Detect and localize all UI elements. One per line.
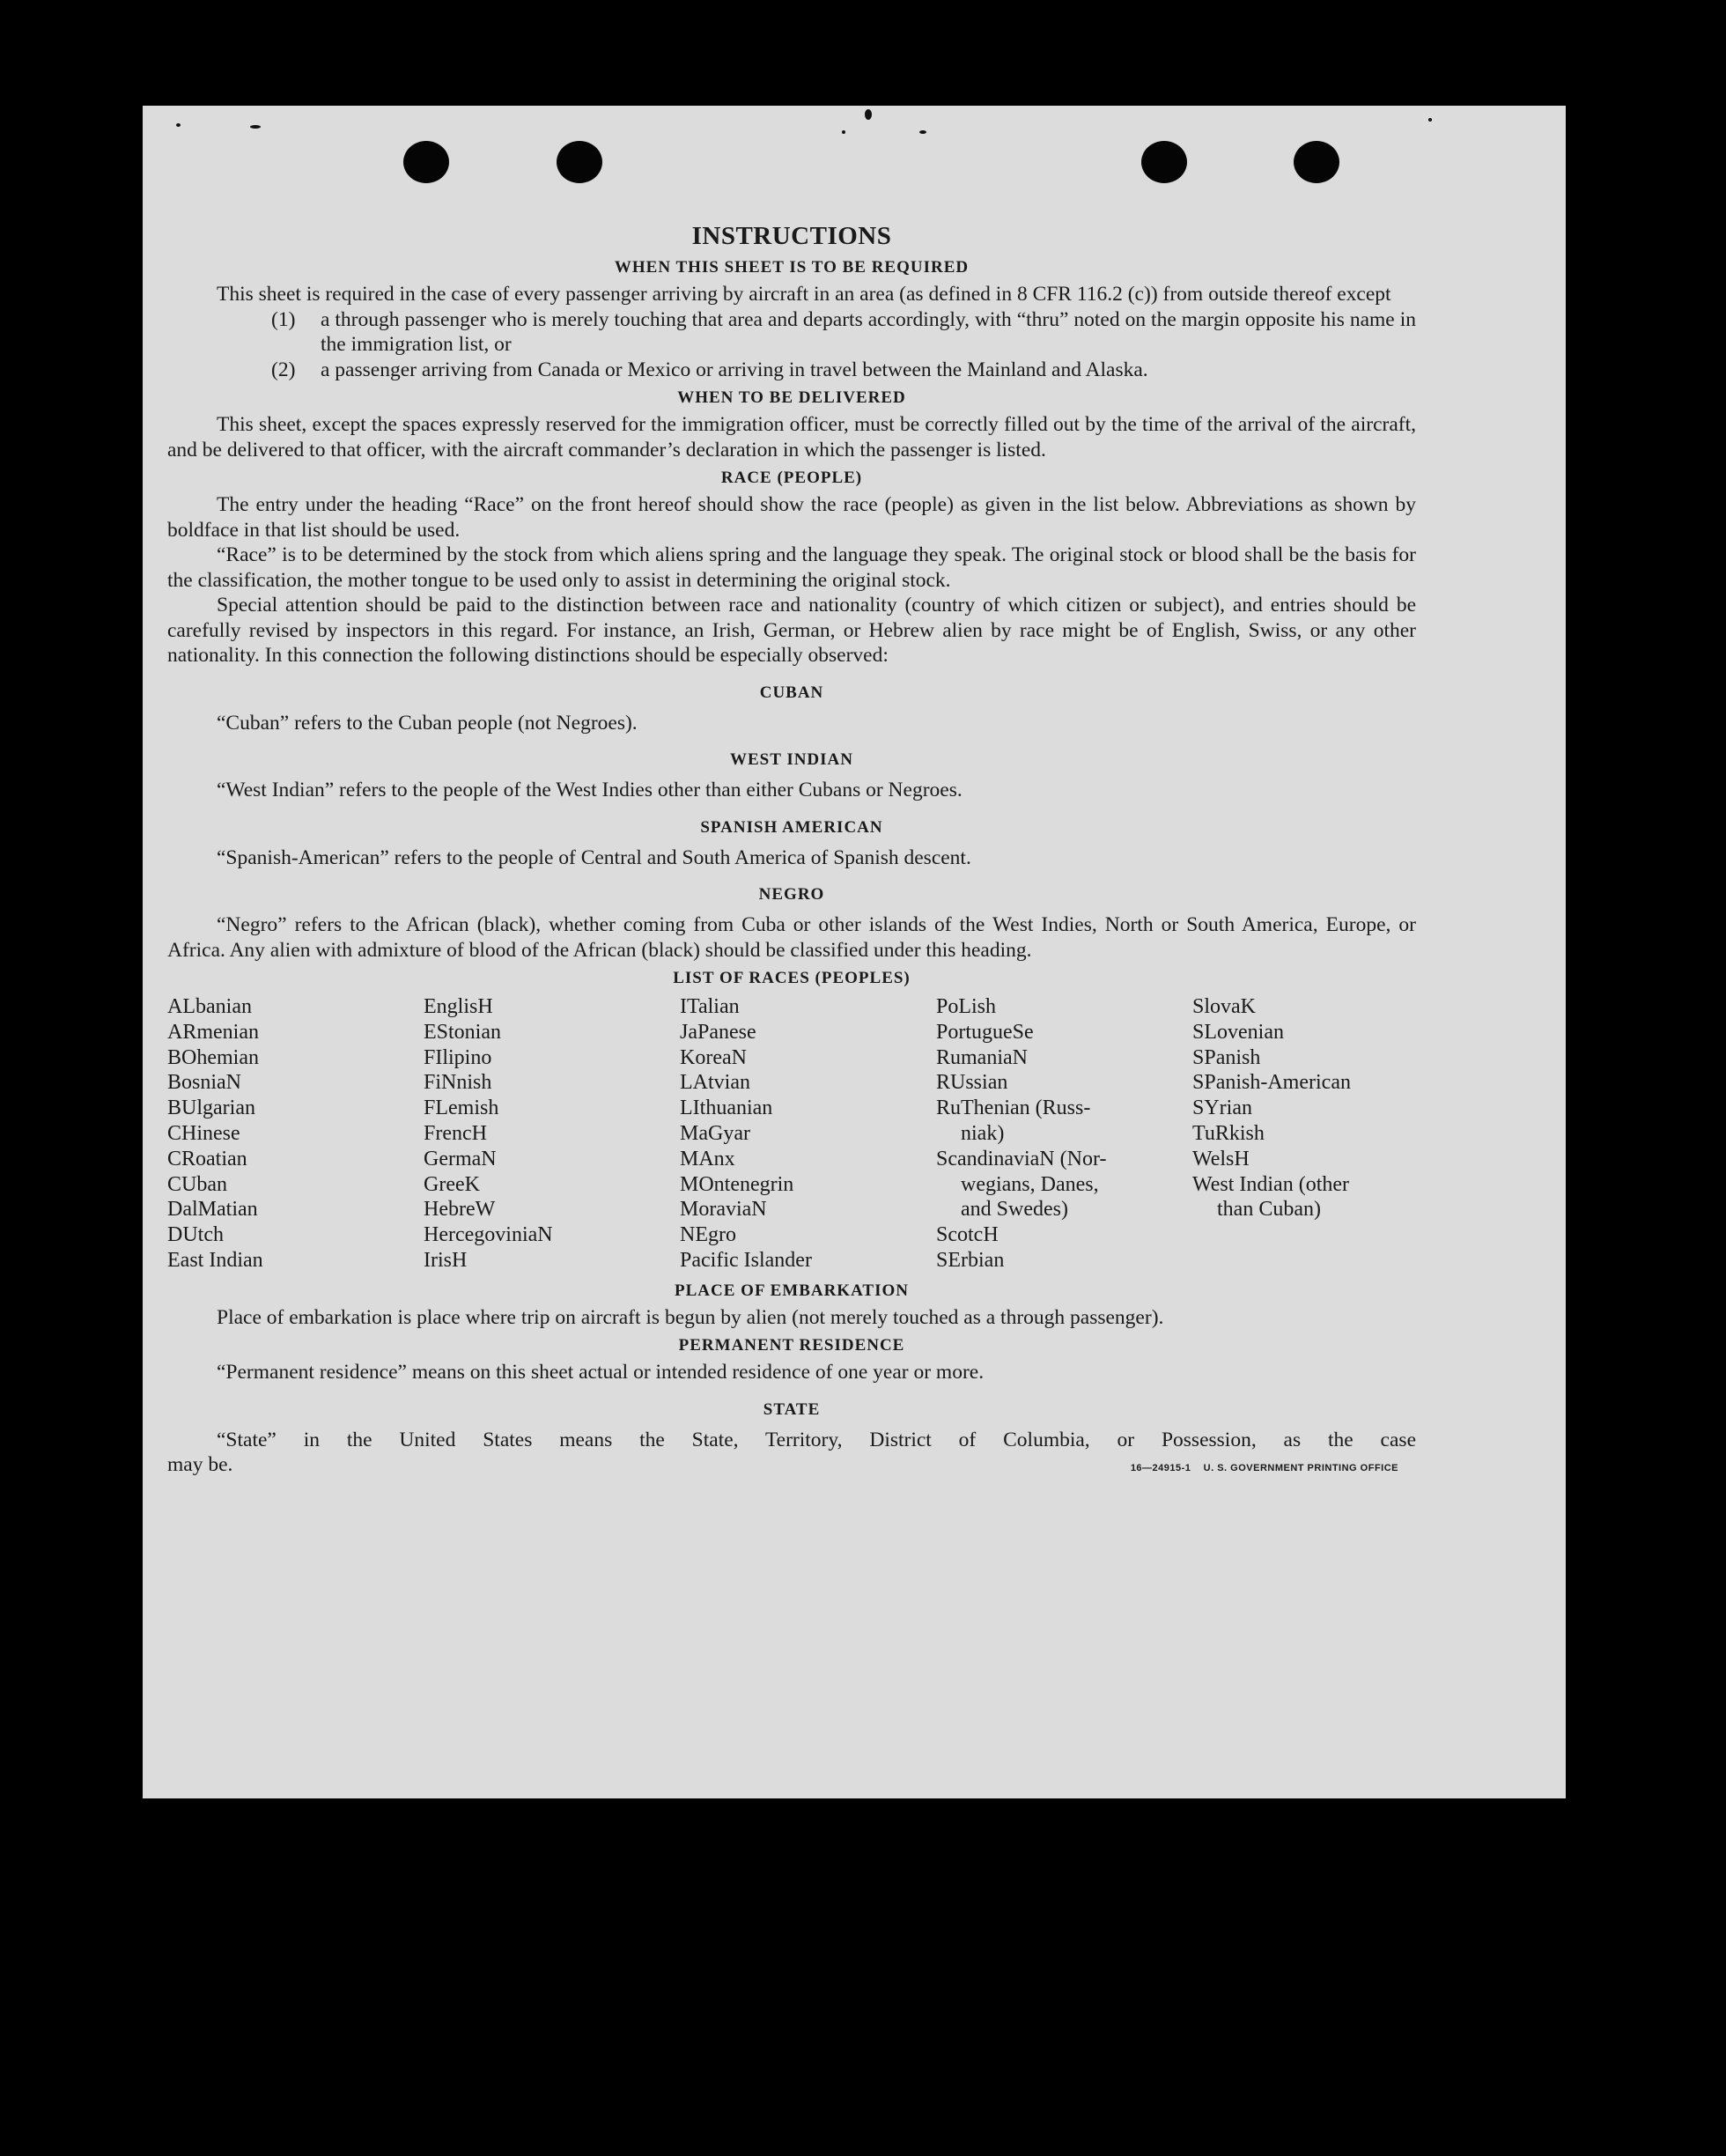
race-entry: SErbian — [936, 1248, 1005, 1272]
instructions-content — [167, 220, 1416, 1481]
race-entry: MOntenegrin — [680, 1172, 794, 1196]
document-sheet — [143, 106, 1566, 1798]
race-entry: BUlgarian — [167, 1096, 255, 1120]
race-entry: SPanish — [1192, 1045, 1261, 1069]
race-entry: Pacific Islander — [680, 1248, 812, 1272]
races-column — [1192, 994, 1416, 1274]
negro-text: “Negro” refers to the African (black), whether coming from Cuba or other islands of the West Indies, North or South America, Europe, or Africa. Any alien with admixture of blood of the African (black) should be classified under this heading. — [167, 913, 1416, 962]
punch-hole — [557, 141, 602, 183]
race-entry: PortugueSe — [936, 1020, 1034, 1044]
section-heading-when-required: WHEN THIS SHEET IS TO BE REQUIRED — [614, 258, 970, 277]
race-entry: than Cuban) — [1217, 1198, 1321, 1222]
race-entry: EnglisH — [424, 995, 493, 1018]
race-entry: LAtvian — [680, 1071, 750, 1095]
race-entry: East Indian — [167, 1248, 263, 1272]
page-title: INSTRUCTIONS — [691, 222, 892, 250]
speck — [865, 109, 872, 120]
race-entry: TuRkish — [1192, 1121, 1265, 1145]
race-entry: FIlipino — [424, 1045, 492, 1069]
race-entry: FrencH — [424, 1121, 487, 1145]
races-column — [680, 994, 936, 1274]
item-number: (2) — [271, 358, 296, 381]
race-entry: HebreW — [424, 1198, 496, 1222]
when-required-intro: This sheet is required in the case of every passenger arriving by aircraft in an area (as defined in 8 CFR 116.2 (c)) from outside thereof except — [217, 283, 1391, 306]
race-entry: niak) — [961, 1121, 1005, 1145]
race-entry: BOhemian — [167, 1045, 259, 1069]
race-entry: GreeK — [424, 1172, 480, 1196]
race-paragraph: “Race” is to be determined by the stock from which aliens spring and the language they speak. The original stock or blood shall be the basis for the classification, the mother tongue to be used only to assist in determining the original stock. — [167, 543, 1416, 592]
race-entry: ITalian — [680, 995, 740, 1018]
race-entry: CHinese — [167, 1121, 240, 1145]
section-heading-when-delivered: WHEN TO BE DELIVERED — [677, 388, 906, 407]
race-entry: MoraviaN — [680, 1198, 767, 1222]
section-heading-list-of-races: LIST OF RACES (PEOPLES) — [673, 969, 911, 987]
cuban-text: “Cuban” refers to the Cuban people (not Negroes). — [217, 711, 638, 735]
race-paragraph: The entry under the heading “Race” on the front hereof should show the race (people) as given in the list below. Abbreviations as shown by boldface in that list should be used. — [167, 493, 1416, 542]
race-entry: KoreaN — [680, 1045, 747, 1069]
speck — [176, 123, 181, 127]
section-heading-race: RACE (PEOPLE) — [720, 469, 863, 487]
section-heading-spanish-american: SPANISH AMERICAN — [700, 817, 883, 837]
form-number: 16—24915-1 — [1130, 1463, 1191, 1474]
west-indian-text: “West Indian” refers to the people of the West Indies other than either Cubans or Negroes. — [217, 779, 963, 801]
race-entry: West Indian (other — [1192, 1172, 1350, 1196]
item-number: (1) — [271, 307, 296, 331]
races-column — [936, 994, 1192, 1274]
speck — [842, 130, 845, 134]
race-entry: FiNnish — [424, 1071, 492, 1095]
race-entry: JaPanese — [680, 1020, 756, 1044]
section-heading-state: STATE — [763, 1399, 821, 1419]
race-entry: PoLish — [936, 995, 997, 1018]
when-delivered-text: This sheet, except the spaces expressly reserved for the immigration officer, must be correctly filled out by the time of the arrival of the aircraft, and be delivered to that officer, with the aircraft commander’s declaration in which the passenger is listed. — [167, 413, 1416, 461]
race-entry: ARmenian — [167, 1020, 259, 1044]
race-entry: RumaniaN — [936, 1045, 1028, 1069]
race-entry: MAnx — [680, 1147, 735, 1170]
section-heading-west-indian: WEST INDIAN — [730, 750, 853, 769]
race-entry: SLovenian — [1192, 1020, 1284, 1044]
races-column — [167, 994, 424, 1274]
race-entry: CRoatian — [167, 1147, 247, 1170]
races-list — [167, 994, 1416, 1274]
race-entry: DalMatian — [167, 1198, 258, 1222]
race-entry: ALbanian — [167, 995, 252, 1018]
when-required-item — [167, 358, 1416, 383]
race-entry: FLemish — [424, 1096, 499, 1120]
race-entry: wegians, Danes, — [961, 1172, 1099, 1196]
section-heading-permanent-residence: PERMANENT RESIDENCE — [678, 1336, 905, 1355]
punch-hole — [403, 141, 449, 183]
race-entry: SPanish-American — [1192, 1071, 1351, 1095]
punch-hole — [1141, 141, 1187, 183]
section-heading-cuban: CUBAN — [759, 683, 824, 702]
race-entry: CUban — [167, 1172, 227, 1196]
race-entry: ScandinaviaN (Nor- — [936, 1147, 1107, 1170]
speck — [1428, 118, 1432, 122]
item-text: a passenger arriving from Canada or Mexico or arriving in travel between the Mainland and Alaska. — [321, 358, 1148, 381]
race-entry: EStonian — [424, 1020, 501, 1044]
race-entry: NEgro — [680, 1223, 736, 1247]
state-text-line2: may be. — [167, 1453, 233, 1477]
printing-office-imprint — [1131, 1456, 1398, 1481]
race-entry: IrisH — [424, 1248, 468, 1272]
speck — [919, 130, 926, 134]
section-heading-place-of-embarkation: PLACE OF EMBARKATION — [675, 1281, 909, 1300]
race-entry: WelsH — [1192, 1147, 1250, 1170]
place-of-embarkation-text: Place of embarkation is place where trip on aircraft is begun by alien (not merely touched as a through passenger). — [217, 1305, 1164, 1329]
race-entry: DUtch — [167, 1223, 224, 1247]
race-entry: HercegoviniaN — [424, 1223, 553, 1247]
spanish-american-text: “Spanish-American” refers to the people of Central and South America of Spanish descent. — [217, 845, 971, 869]
section-heading-negro: NEGRO — [758, 885, 825, 904]
race-entry: SlovaK — [1192, 995, 1256, 1018]
races-column — [424, 994, 680, 1274]
race-entry: RuThenian (Russ- — [936, 1096, 1091, 1120]
race-entry: GermaN — [424, 1147, 497, 1170]
race-entry: RUssian — [936, 1071, 1008, 1095]
race-entry: BosniaN — [167, 1071, 241, 1095]
punch-hole — [1294, 141, 1339, 183]
permanent-residence-text: “Permanent residence” means on this sheet actual or intended residence of one year or more. — [217, 1361, 985, 1384]
race-entry: LIthuanian — [680, 1096, 773, 1120]
race-paragraph: Special attention should be paid to the distinction between race and nationality (country of which citizen or subject), and entries should be carefully revised by inspectors in this regard. For instance, an Irish, German, or Hebrew alien by race might be of English, Swiss, or any other nationality. In this connection the following distinctions should be especially observed: — [167, 594, 1416, 667]
item-text: a through passenger who is merely touching that area and departs accordingly, with “thru” noted on the margin opposite his name in the immigration list, or — [321, 307, 1416, 356]
state-text-line1: “State” in the United States means the State, Territory, District of Columbia, or Possession, as the case — [217, 1428, 1416, 1451]
race-entry: ScotcH — [936, 1223, 999, 1247]
race-entry: MaGyar — [680, 1121, 750, 1145]
printer-name: U. S. GOVERNMENT PRINTING OFFICE — [1203, 1463, 1398, 1474]
race-entry: SYrian — [1192, 1096, 1252, 1120]
race-entry: and Swedes) — [961, 1198, 1068, 1222]
speck — [250, 125, 261, 129]
when-required-item — [167, 307, 1416, 358]
footer-row — [167, 1452, 1416, 1481]
